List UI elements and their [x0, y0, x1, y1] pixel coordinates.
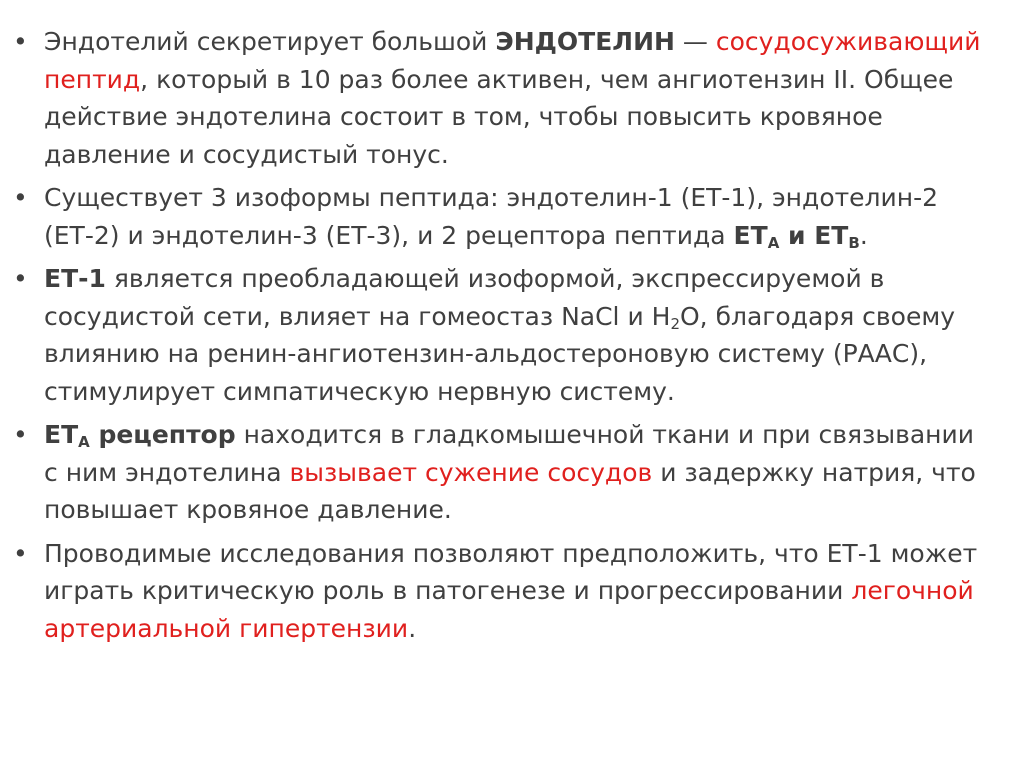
- bullet-text: является преобладающей изоформой, экспрессируемой в сосудистой сети, влияет на гомеостаз NaCl и H: [44, 264, 885, 331]
- bullet-marker: •: [13, 420, 28, 449]
- highlight-red: вызывает сужение сосудов: [289, 457, 653, 487]
- bullet-marker: •: [13, 183, 28, 212]
- bullet-list: [0, 23, 1024, 653]
- bold-term: ЕТ-1: [44, 264, 106, 293]
- bold-term: ЭНДОТЕЛИН: [495, 27, 675, 56]
- bullet-text: Существует 3 изоформы пептида: эндотелин-1 (ЕТ-1), эндотелин-2 (ЕТ-2) и эндотелин-3 (ЕТ-3), и 2 рецептора пептида: [44, 183, 939, 250]
- bold-term: ЕТ: [814, 220, 849, 250]
- bullet-text: Проводимые исследования позволяют предположить, что ЕТ-1 может играть критическую роль в патогенезе и прогрессировании: [44, 538, 978, 605]
- highlight-red: сосудосуживающий пептид: [44, 27, 981, 94]
- bullet-text: .: [859, 220, 868, 250]
- bullet-text: .: [408, 613, 417, 643]
- subscript: A: [767, 233, 780, 252]
- bold-term: ЕТ: [44, 420, 79, 449]
- bullet-text: и задержку натрия, что повышает кровяное давление.: [44, 457, 976, 524]
- bullet-text: —: [674, 27, 716, 56]
- bold-term: и: [779, 220, 815, 250]
- bullet-item-research: [0, 535, 1024, 648]
- bullet-item-endothelin-intro: [0, 23, 1024, 173]
- bold-term: рецептор: [89, 420, 236, 449]
- subscript: А: [78, 432, 90, 451]
- bullet-marker: •: [13, 538, 28, 568]
- bullet-text: O, благодаря своему влиянию на ренин-ангиотензин-альдостероновую систему (РААС), стимулирует симпатическую нервную систему.: [44, 301, 955, 406]
- bullet-item-et1: [0, 260, 1024, 410]
- subscript: B: [848, 233, 860, 252]
- subscript: 2: [670, 314, 680, 333]
- bullet-item-eta-receptor: [0, 416, 1024, 529]
- bullet-item-isoforms: [0, 179, 1024, 254]
- highlight-red: легочной артериальной гипертензии: [44, 576, 974, 643]
- bullet-text: Эндотелий секретирует большой: [44, 27, 496, 56]
- bullet-text: , который в 10 раз более активен, чем ангиотензин II. Общее действие эндотелина состоит в том, чтобы повысить кровяное давление и сосудистый тонус.: [44, 64, 954, 169]
- bullet-text: находится в гладкомышечной ткани и при связывании с ним эндотелина: [44, 420, 974, 487]
- bold-term: ЕТ: [733, 220, 768, 250]
- bullet-marker: •: [13, 264, 28, 293]
- bullet-marker: •: [13, 27, 28, 56]
